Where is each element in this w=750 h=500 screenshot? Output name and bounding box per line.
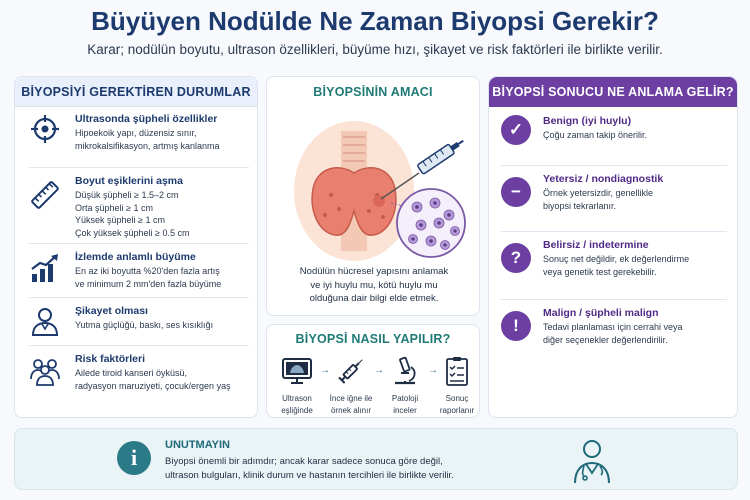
indication-line: Ailede tiroid kanseri öyküsü, <box>75 368 188 378</box>
step-label: Sonuç <box>445 394 469 403</box>
growth-chart-icon <box>29 253 61 285</box>
result-title: Malign / şüpheli malign <box>543 307 659 319</box>
result-line: biyopsi tekrarlanır. <box>543 200 617 211</box>
indications-panel <box>14 76 258 418</box>
indications-heading: BİYOPSİYİ GEREKTİREN DURUMLAR <box>15 77 257 107</box>
result-title: Yetersiz / nondiagnostik <box>543 173 664 185</box>
page-subtitle: Karar; nodülün boyutu, ultrason özellikleri, büyüme hızı, şikayet ve risk faktörleri ile birlikte verilir. <box>87 42 663 57</box>
divider <box>29 167 249 168</box>
procedure-panel <box>266 324 480 418</box>
info-icon: i <box>117 441 151 475</box>
indication-title: Ultrasonda şüpheli özellikler <box>75 113 218 125</box>
result-title: Benign (iyi huylu) <box>543 115 632 127</box>
arrow-icon: → <box>428 365 438 376</box>
result-line: Çoğu zaman takip önerilir. <box>543 130 648 140</box>
purpose-text <box>279 265 469 306</box>
step-label: örnek alınır <box>330 406 372 415</box>
thyroid-biopsy-illustration <box>279 111 469 261</box>
step-label: inceler <box>393 406 417 415</box>
question-icon: ? <box>501 243 531 273</box>
result-line: Örnek yetersizdir, genellikle <box>543 188 654 198</box>
indication-title: Boyut eşiklerini aşma <box>75 175 183 187</box>
purpose-line: olduğuna dair bilgi elde etmek. <box>309 293 439 304</box>
indication-line: En az iki boyutta %20'den fazla artış <box>75 266 220 276</box>
arrow-icon: → <box>374 365 384 376</box>
divider <box>29 243 249 244</box>
results-heading: BİYOPSİ SONUCU NE ANLAMA GELİR? <box>489 77 737 107</box>
doctor-icon <box>567 435 617 485</box>
reminder-text <box>165 455 545 482</box>
target-icon <box>29 113 61 145</box>
reminder-heading: UNUTMAYIN <box>165 439 230 451</box>
result-line: veya genetik test gerekebilir. <box>543 266 657 277</box>
family-icon <box>29 355 61 387</box>
divider <box>501 231 727 232</box>
reminder-box <box>14 428 738 490</box>
report-icon <box>441 355 473 387</box>
indication-line: radyasyon maruziyeti, çocuk/ergen yaş <box>75 380 231 391</box>
step-label: Patoloji <box>391 394 419 403</box>
indication-line: mikrokalsifikasyon, artmış kanlanma <box>75 140 220 151</box>
microscope-icon <box>389 355 421 387</box>
divider <box>29 297 249 298</box>
step-label: Ultrason <box>282 394 312 403</box>
page-title: Büyüyen Nodülde Ne Zaman Biyopsi Gerekir? <box>91 6 659 36</box>
purpose-line: ve iyi huylu mu, kötü huylu mu <box>310 279 438 291</box>
indication-line: ve minimum 2 mm'den fazla büyüme <box>75 278 222 289</box>
ruler-icon <box>29 179 61 211</box>
result-title: Belirsiz / indetermine <box>543 239 649 251</box>
purpose-line: Nodülün hücresel yapısını anlamak <box>299 266 449 277</box>
indication-title: Şikayet olması <box>75 305 148 317</box>
minus-icon: − <box>501 177 531 207</box>
results-panel <box>488 76 738 418</box>
purpose-panel <box>266 76 480 316</box>
procedure-heading: BİYOPSİ NASIL YAPILIR? <box>267 325 479 353</box>
indication-line: Yüksek şüpheli ≥ 1 cm <box>75 215 165 225</box>
indication-title: Risk faktörleri <box>75 353 146 365</box>
procedure-step <box>433 355 481 416</box>
divider <box>501 165 727 166</box>
divider <box>29 345 249 346</box>
indication-line: Yutma güçlüğü, baskı, ses kısıklığı <box>75 320 214 330</box>
needle-icon <box>335 355 367 387</box>
procedure-step <box>273 355 321 416</box>
reminder-line: ultrason bulguları, klinik durum ve hastanın tercihleri ile birlikte verilir. <box>165 469 454 481</box>
result-line: diğer seçenekler değerlendirilir. <box>543 334 668 345</box>
indication-line: Düşük şüpheli ≥ 1.5–2 cm <box>75 190 179 200</box>
ultrasound-monitor-icon <box>281 355 313 387</box>
check-icon: ✓ <box>501 115 531 145</box>
indication-title: İzlemde anlamlı büyüme <box>75 251 196 263</box>
exclamation-icon: ! <box>501 311 531 341</box>
step-label: raporlanır <box>439 406 475 415</box>
step-label: eşliğinde <box>281 406 313 415</box>
indication-line: Hipoekoik yapı, düzensiz sınır, <box>75 128 197 138</box>
result-line: Tedavi planlaması için cerrahi veya <box>543 322 683 332</box>
divider <box>501 299 727 300</box>
procedure-step <box>327 355 375 416</box>
arrow-icon: → <box>320 365 330 376</box>
step-label: İnce iğne ile <box>329 394 373 403</box>
person-icon <box>29 305 61 337</box>
purpose-heading: BİYOPSİNİN AMACI <box>267 77 479 107</box>
indication-line: Çok yüksek şüpheli ≥ 0.5 cm <box>75 227 190 238</box>
indication-line: Orta şüpheli ≥ 1 cm <box>75 202 153 213</box>
result-line: Sonuç net değildir, ek değerlendirme <box>543 254 690 264</box>
procedure-step <box>381 355 429 416</box>
reminder-line: Biyopsi önemli bir adımdır; ancak karar sadece sonuca göre değil, <box>165 456 443 467</box>
